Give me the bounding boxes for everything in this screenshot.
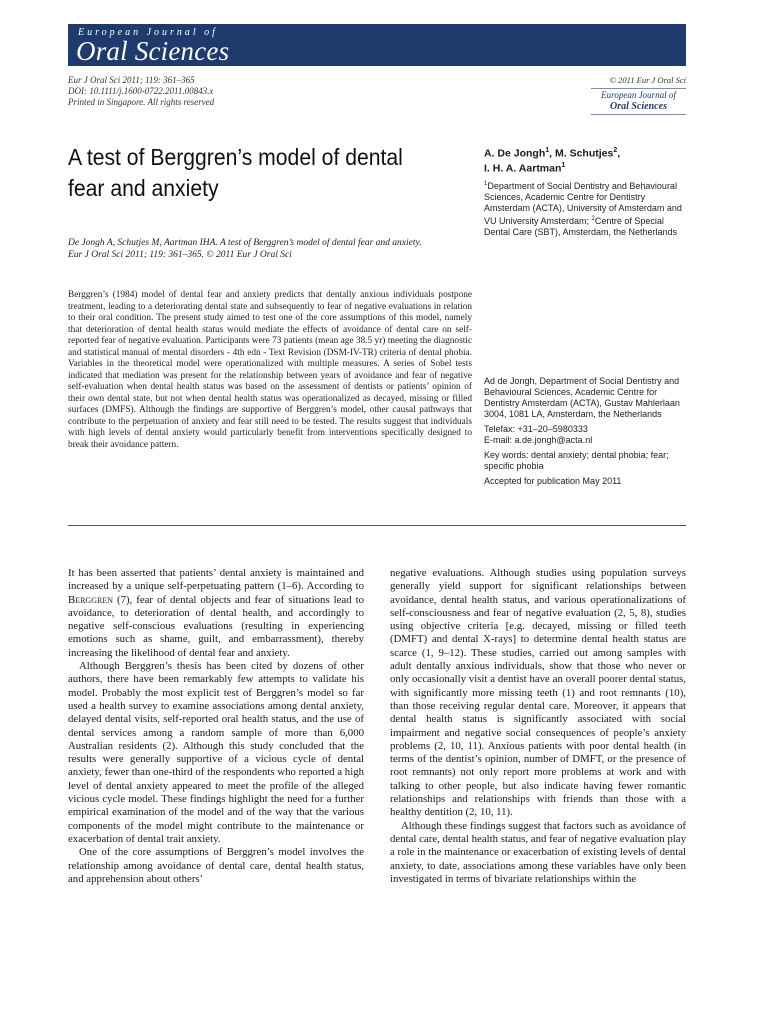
banner-journal-name: Oral Sciences [76, 36, 230, 66]
journal-mini-logo [591, 88, 686, 115]
affiliation-1: Department of Social Dentistry and Behavioural Sciences, Academic Centre for Dentistry Amsterdam (ACTA), University of Amsterdam and VU University Amsterdam; [484, 181, 682, 226]
article-title: A test of Berggren’s model of dental fear and anxiety [68, 144, 403, 201]
correspondence-address: Ad de Jongh, Department of Social Dentistry and Behavioural Sciences, Academic Centre for Dentistry Amsterdam (ACTA), Gustav Mahlerlaan 3004, 1081 LA, Amsterdam, the Netherlands [484, 376, 680, 419]
printed-line: Printed in Singapore. All rights reserved [68, 97, 215, 107]
affil-marker: 2 [591, 216, 595, 222]
cited-author: Berggren [68, 593, 113, 606]
affiliations [484, 179, 684, 238]
article-reference [68, 237, 478, 261]
mini-logo-line2: Oral Sciences [610, 101, 667, 112]
author-name: , M. Schutjes [549, 147, 614, 160]
accepted-date: Accepted for publication May 2011 [484, 476, 622, 486]
correspondence-block [484, 376, 684, 487]
reference-line-1: De Jongh A, Schutjes M, Aartman IHA. A test of Berggren’s model of dental fear and anxiety. [68, 238, 422, 248]
body-paragraph: negative evaluations. Although studies using population surveys generally yield support for significant relationships between avoidance, dental health status, and various operationalizations of self-consciousness and fear of negative evaluation (2, 5, 8), studies using objective criteria [e.g. decayed, missing or filled teeth (DMFT) and dental X-rays] to determine dental health status are scarce (1, 9–12). These studies, carried out among samples with adult dentally anxious individuals, show that those who never or only occasionally visit a dentist have an overall poorer dental status, with significantly more missing teeth (1) and root remnants (10), than those receiving regular dental care. Moreover, it appears that dental health status is significantly associated with social impairment and negative social consequences of people’s anxiety problems (2, 10, 11). Anxious patients with poor dental health (in terms of the dentist’s opinion, number of DMFT, or the presence of root remnants) not only report more problems at work and with talking to other people, but also indicate having fewer romantic relationships and relationships with friends than those with a healthy dentition (2, 10, 11). [390, 567, 686, 819]
doi-line: DOI: 10.1111/j.1600-0722.2011.00843.x [68, 86, 214, 96]
journal-banner [68, 24, 686, 66]
section-divider [68, 525, 686, 526]
mini-logo-line1: European Journal of [601, 90, 676, 100]
email: E-mail: a.de.jongh@acta.nl [484, 435, 593, 445]
reference-line-2: Eur J Oral Sci 2011; 119: 361–365. © 2011 Eur J Oral Sci [68, 250, 292, 260]
body-paragraph [68, 567, 364, 660]
abstract: Berggren’s (1984) model of dental fear and anxiety predicts that dentally anxious individuals postpone treatment, leading to a deteriorating dental state and subsequently to fear of negative evaluations in relation to their oral condition. The present study aimed to test one of the core assumptions of this model, namely that deterioration of dental health status would mediate the effects of avoidance of dental care on self-reported fear of negative evaluation. Participants were 73 patients (mean age 38.5 yr) meeting the diagnostic and statistical manual of mental disorders - 4th edn - Text Revision (DSM-IV-TR) criteria of dental phobia. Variables in the theoretical model were operationalized with multiple measures. A series of Sobel tests indicated that mediation was present for the relationship between years of avoidance and fear of negative self-evaluation when dental health status was based on the assessment of dentists or patients’ opinion of their own dental state, but not when dental health status was operationalized as decayed, missing or filled surfaces (DMFS). Although the findings are supportive of Berggren’s model, other causal pathways that contribute to the perpetuation of anxiety and fear still need to be tested. The results suggest that individuals with high levels of dental anxiety would particularly benefit from interventions specifically designed to break their avoidance pattern. [68, 290, 472, 450]
body-paragraph: Although these findings suggest that factors such as avoidance of dental care, dental health status, and fear of negative evaluation play a role in the maintenance or exacerbation of existing levels of dental anxiety, to date, associations among these variables have only been investigated in terms of bivariate relationships within the [390, 819, 686, 885]
body-column-left [68, 567, 364, 886]
telefax: Telefax: +31–20–5980333 [484, 424, 588, 434]
author-name: A. De Jongh [484, 147, 546, 160]
body-column-right [390, 567, 686, 886]
banner-subtitle: European Journal of [78, 27, 218, 38]
affiliation-2: Centre of Special Dental Care (SBT), Amsterdam, the Netherlands [484, 216, 678, 237]
paragraph-text: (7), fear of dental objects and fear of situations lead to avoidance, to deterioration of dental health, and accordingly to negative self-conscious evaluations (resulting in experiencing emotions such as shame, guilt, and embarrassment), thereby increasing the likelihood of dental fear and anxiety. [68, 593, 364, 659]
author-affil-marker: 2 [613, 147, 618, 154]
author-list [484, 145, 694, 174]
citation-line: Eur J Oral Sci 2011; 119: 361–365 [68, 75, 195, 85]
keywords: Key words: dental anxiety; dental phobia; fear; specific phobia [484, 450, 669, 471]
copyright-notice: © 2011 Eur J Oral Sci [609, 75, 686, 85]
body-paragraph: Although Berggren’s thesis has been cited by dozens of other authors, there have been remarkably few attempts to validate his model. Probably the most explicit test of Berggren’s model so far used a health survey to examine associations among dental anxiety, delayed dental visits, self-reported oral health status, and the use of dental services among a random sample of more than 6,000 Australian residents (2). Although this study concluded that the results were generally supportive of a vicious cycle of dental anxiety, fewer than one-third of the respondents who reported a high level of dental anxiety appeared to meet the profile of the alleged vicious cycle model. These findings highlight the need for a further empirical examination of the model and of the way that the various components of the model might contribute to the maintenance or exacerbation of dental trait anxiety. [68, 660, 364, 845]
citation-block [68, 75, 214, 108]
body-paragraph: One of the core assumptions of Berggren’s model involves the relationship among avoidance of dental care, dental health status, and apprehension about others’ [68, 846, 364, 885]
author-separator: , [617, 147, 621, 160]
author-name: I. H. A. Aartman [484, 162, 562, 174]
author-affil-marker: 1 [561, 161, 566, 169]
author-affil-marker: 1 [545, 147, 550, 154]
affil-marker: 1 [484, 181, 488, 187]
paragraph-text: It has been asserted that patients’ dental anxiety is maintained and increased by a unique self-perpetuating pattern (1–6). According to [68, 567, 364, 593]
